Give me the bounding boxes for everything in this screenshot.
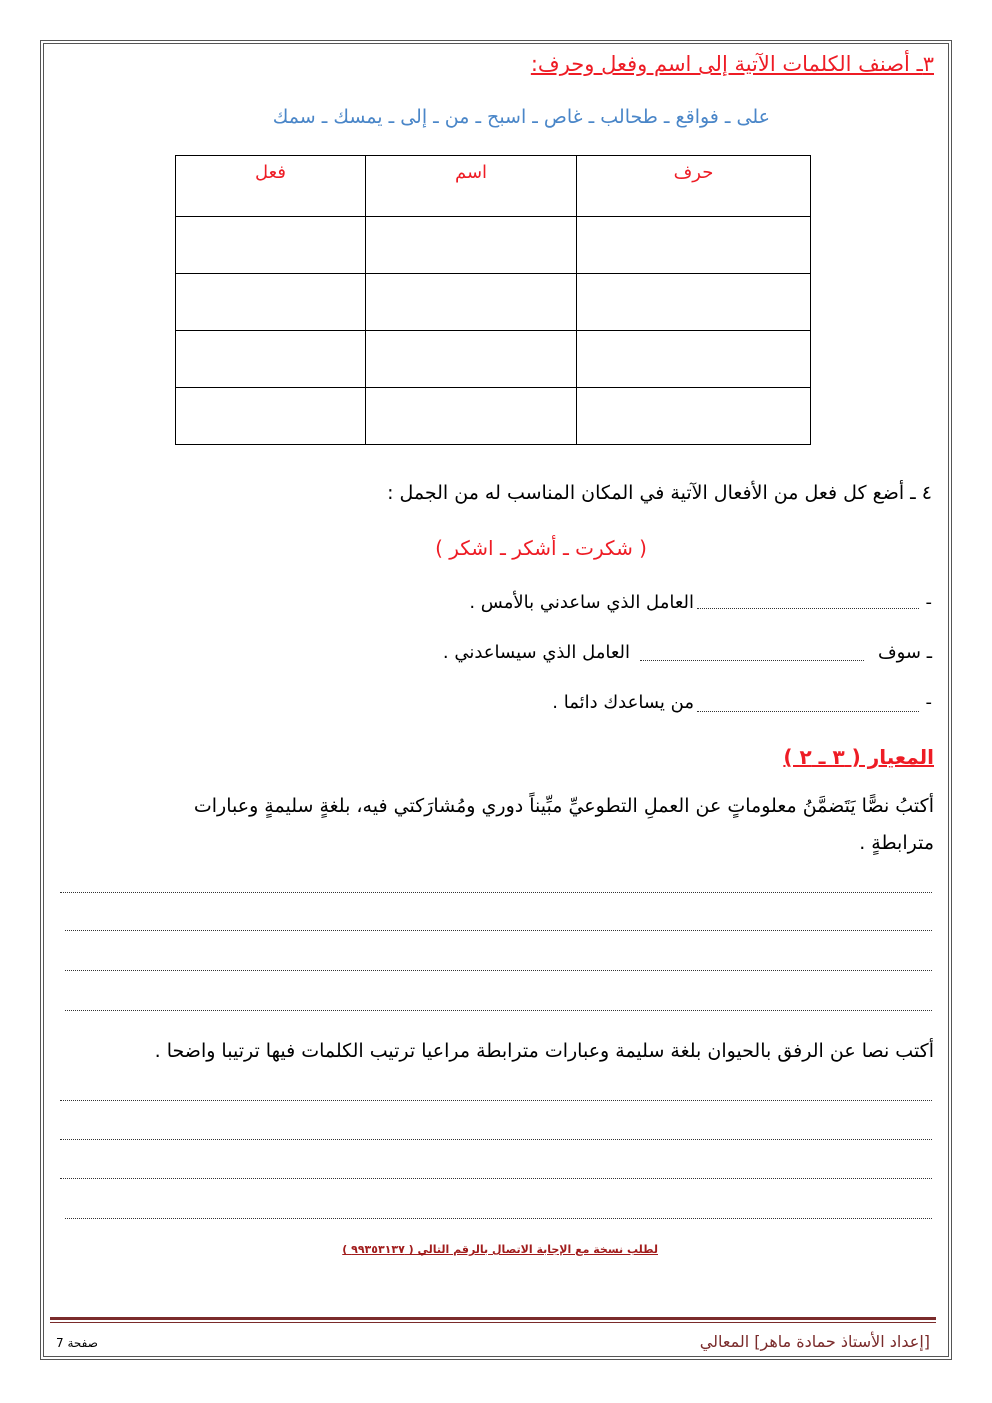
q3-title: ٣ـ أصنف الكلمات الآتية إلى اسم وفعل وحرف:: [530, 52, 934, 76]
writing-prompt-1-line2: مترابطةٍ .: [859, 832, 934, 854]
table-row: [176, 388, 811, 445]
writing-line[interactable]: [60, 1178, 932, 1179]
sentence-3-dash: -: [925, 692, 932, 713]
header-fil: فعل: [176, 156, 366, 217]
sentence-2-prefix: ـ سوف: [877, 642, 932, 663]
footer-divider-thin: [50, 1322, 936, 1323]
q4-title: ٤ ـ أضع كل فعل من الأفعال الآتية في المكان المناسب له من الجمل :: [387, 482, 932, 504]
table-cell[interactable]: [176, 274, 366, 331]
table-cell[interactable]: [176, 331, 366, 388]
table-cell[interactable]: [176, 388, 366, 445]
q3-word-list: على ـ فواقع ـ طحالب ـ غاص ـ اسبح ـ من ـ إلى ـ يمسك ـ سمك: [272, 106, 770, 128]
sentence-3-blank[interactable]: [697, 711, 919, 712]
table-cell[interactable]: [366, 331, 577, 388]
sentence-1-text: العامل الذي ساعدني بالأمس .: [469, 592, 694, 613]
table-cell[interactable]: [577, 388, 811, 445]
sentence-1-blank[interactable]: [697, 608, 919, 609]
footer-divider: [50, 1317, 936, 1320]
header-harf: حرف: [577, 156, 811, 217]
sentence-2-text: العامل الذي سيساعدني .: [442, 642, 630, 663]
writing-line[interactable]: [65, 970, 932, 971]
writing-line[interactable]: [60, 1100, 932, 1101]
table-cell[interactable]: [366, 388, 577, 445]
writing-prompt-1-line1: أكتبُ نصًّا يَتَضمَّنُ معلوماتٍ عن العملِ التطوعيِّ مبِّيناً دوري ومُشارَكتي فيه، بلغةٍ سليمةٍ وعبارات: [193, 795, 934, 817]
writing-line[interactable]: [60, 1139, 932, 1140]
writing-line[interactable]: [65, 1010, 932, 1011]
table-cell[interactable]: [176, 217, 366, 274]
q4-verb-choices: ( شكرت ـ أشكر ـ اشكر ): [435, 536, 647, 560]
table-cell[interactable]: [577, 274, 811, 331]
sentence-3-text: من يساعدك دائما .: [552, 692, 694, 713]
writing-line[interactable]: [65, 930, 932, 931]
sentence-2-blank[interactable]: [640, 660, 864, 661]
table-cell[interactable]: [577, 217, 811, 274]
contact-note: لطلب نسخة مع الإجابة الاتصال بالرقم التالي ( ٩٩٣٥٣١٣٧ ): [342, 1243, 658, 1256]
writing-line[interactable]: [65, 1218, 932, 1219]
table-cell[interactable]: [577, 331, 811, 388]
table-row: [176, 274, 811, 331]
header-ism: اسم: [366, 156, 577, 217]
table-cell[interactable]: [366, 217, 577, 274]
criterion-label: المعيار ( ٣ ـ ٢ ): [783, 745, 934, 769]
writing-prompt-2: أكتب نصا عن الرفق بالحيوان بلغة سليمة وعبارات مترابطة مراعيا ترتيب الكلمات فيها ترتيبا واضحا .: [154, 1040, 934, 1062]
footer-page-number: صفحة 7: [56, 1336, 98, 1350]
classification-table: [175, 155, 811, 445]
table-cell[interactable]: [366, 274, 577, 331]
table-row: [176, 331, 811, 388]
writing-line[interactable]: [60, 892, 932, 893]
sentence-1-dash: -: [925, 592, 932, 613]
table-row: [176, 217, 811, 274]
footer-author: [إعداد الأستاذ حمادة ماهر] المعالي: [699, 1332, 930, 1351]
